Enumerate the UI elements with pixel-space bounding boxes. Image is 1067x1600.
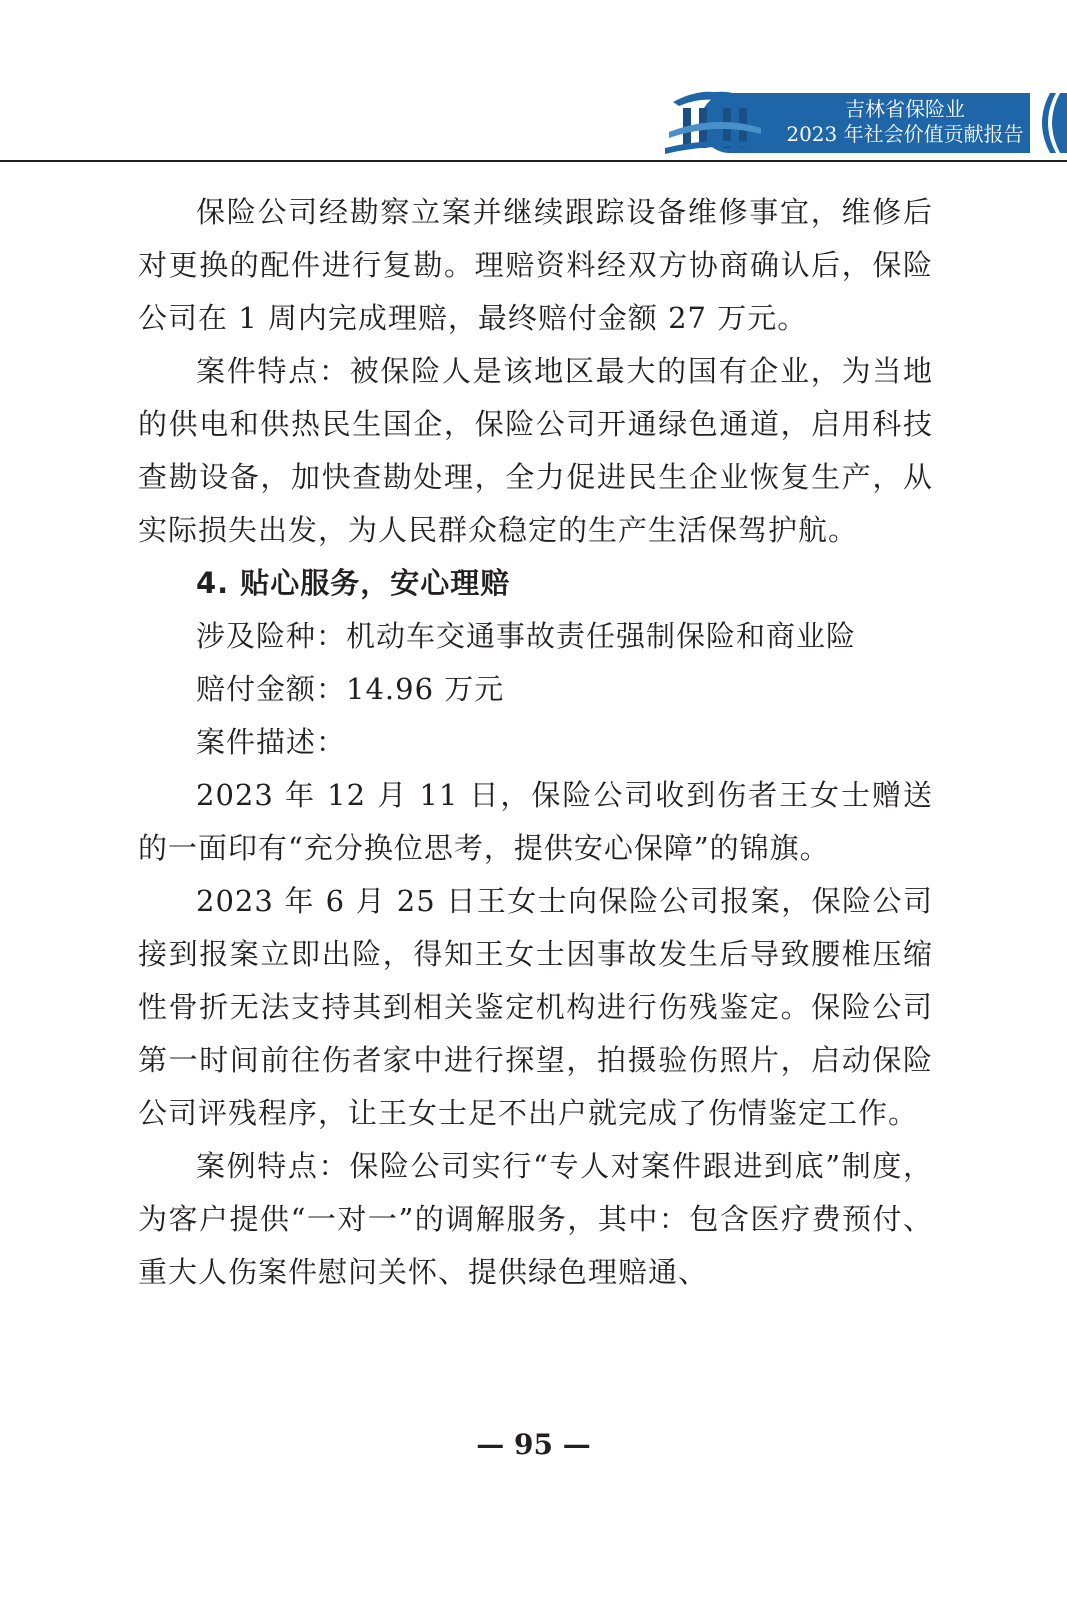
insurance-type: 涉及险种：机动车交通事故责任强制保险和商业险 (196, 619, 857, 653)
report-title-line1: 吉林省保险业 (845, 97, 965, 121)
paragraph-case-features-2: 案例特点：保险公司实行“专人对案件跟进到底”制度，为客户提供“一对一”的调解服务，其中：包含医疗费预付、重大人伤案件慰问关怀、提供绿色理赔通、 (138, 1149, 933, 1289)
paragraph-banner-gift: 2023 年 12 月 11 日，保险公司收到伤者王女士赠送的一面印有“充分换位思考，提供安心保障”的锦旗。 (138, 778, 933, 865)
page-header (0, 0, 1067, 170)
paragraph-claim-process: 2023 年 6 月 25 日王女士向保险公司报案，保险公司接到报案立即出险，得知王女士因事故发生后导致腰椎压缩性骨折无法支持其到相关鉴定机构进行伤残鉴定。保险公司第一时间前往伤者家中进行探望，拍摄验伤照片，启动保险公司评残程序，让王女士足不出户就完成了伤情鉴定工作。 (138, 884, 933, 1130)
paragraph-case-features-1: 案件特点：被保险人是该地区最大的国有企业，为当地的供电和供热民生国企，保险公司开通绿色通道，启用科技查勘设备，加快查勘处理，全力促进民生企业恢复生产，从实际损失出发，为人民群众稳定的生产生活保驾护航。 (138, 354, 933, 547)
page-content (138, 186, 933, 1299)
case-description-label: 案件描述： (196, 725, 347, 759)
report-title-line2: 2023 年社会价值贡献报告 (786, 122, 1024, 146)
paragraph-repair-followup: 保险公司经勘察立案并继续跟踪设备维修事宜，维修后对更换的配件进行复勘。理赔资料经双方协商确认后，保险公司在 1 周内完成理赔，最终赔付金额 27 万元。 (138, 195, 933, 335)
report-title (770, 97, 1040, 147)
header-tab-icon (1030, 93, 1067, 153)
section-heading: 4. 贴心服务，安心理赔 (196, 566, 511, 600)
payout-amount: 赔付金额：14.96 万元 (196, 672, 505, 706)
page-number: — 95 — (476, 1428, 591, 1461)
header-divider (0, 160, 1067, 162)
jilin-insurance-logo-icon (665, 80, 765, 160)
